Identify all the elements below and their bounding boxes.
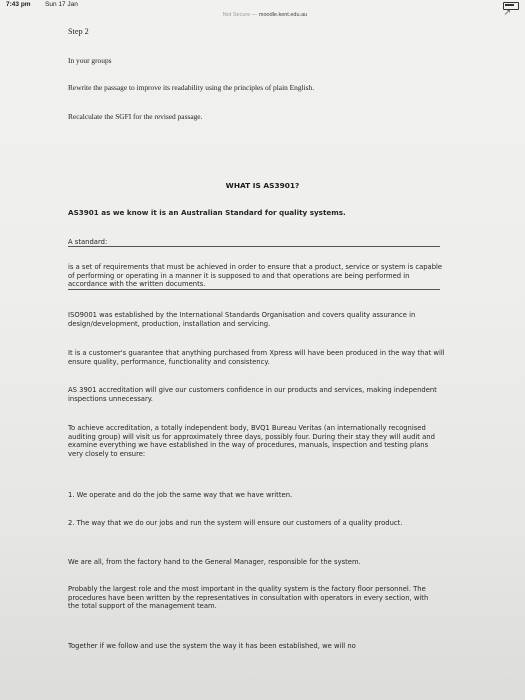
status-date: Sun 17 Jan xyxy=(45,1,78,8)
status-time: 7:43 pm xyxy=(6,1,31,8)
paragraph-accreditation: AS 3901 accreditation will give our customers confidence in our products and services, making independent inspections unnecessary. xyxy=(68,386,437,403)
document-title: WHAT IS AS3901? xyxy=(225,181,300,190)
standard-label-rule xyxy=(68,246,440,247)
paragraph-guarantee: It is a customer's guarantee that anything purchased from Xpress will have been produced in the way that will ensure quality, performance, functionality and consistency. xyxy=(68,349,445,366)
paragraph-iso: ISO9001 was established by the International Standards Organisation and covers quality assurance in design/development, production, installation and servicing. xyxy=(68,311,416,328)
instruction-groups: In your groups xyxy=(68,56,112,65)
paragraph-role: Probably the largest role and the most important in the quality system is the factory floor personnel. The procedures have been written by the representatives in consultation with operators in every section, with the total support of the management team. xyxy=(68,585,429,611)
paragraph-cut-off-text: Together if we follow and use the system the way it has been established, we will no xyxy=(68,642,356,650)
paragraph-standard: is a set of requirements that must be achieved in order to ensure that a product, service or system is capable of performing or operating in a manner it is supposed to and that operations are being performed in accordance with the written documents. xyxy=(68,263,443,289)
url-separator: — xyxy=(250,12,259,18)
paragraph-responsibility: We are all, from the factory hand to the General Manager, responsible for the system. xyxy=(68,558,361,566)
paragraph-bvqi: To achieve accreditation, a totally independent body, BVQ1 Bureau Veritas (an internationally recognised auditing group) will visit us for approximately three days, possibly four. During their stay they will audit and examine everything we have established in the way of procedures, manuals, inspection and testing plans very closely to ensure: xyxy=(68,424,435,458)
paragraph-cut-off xyxy=(68,639,440,651)
list-item-1: 1. We operate and do the job the same way that we have written. xyxy=(68,491,293,499)
instruction-rewrite: Rewrite the passage to improve its readability using the principles of plain English. xyxy=(68,83,315,92)
standard-label: A standard: xyxy=(68,238,108,246)
address-bar[interactable] xyxy=(150,9,380,21)
url-host: moodle.kent.edu.au xyxy=(258,12,308,18)
share-icon[interactable]: ↗ xyxy=(503,8,511,18)
instruction-recalculate: Recalculate the SGFI for the revised passage. xyxy=(68,112,203,121)
document-subtitle: AS3901 as we know it is an Australian Standard for quality systems. xyxy=(68,208,346,217)
step-heading: Step 2 xyxy=(68,27,89,36)
list-item-2: 2. The way that we do our jobs and run the system will ensure our customers of a quality product. xyxy=(68,519,403,527)
paragraph-standard-rule xyxy=(68,289,440,290)
security-indicator: Not Secure xyxy=(222,12,251,18)
